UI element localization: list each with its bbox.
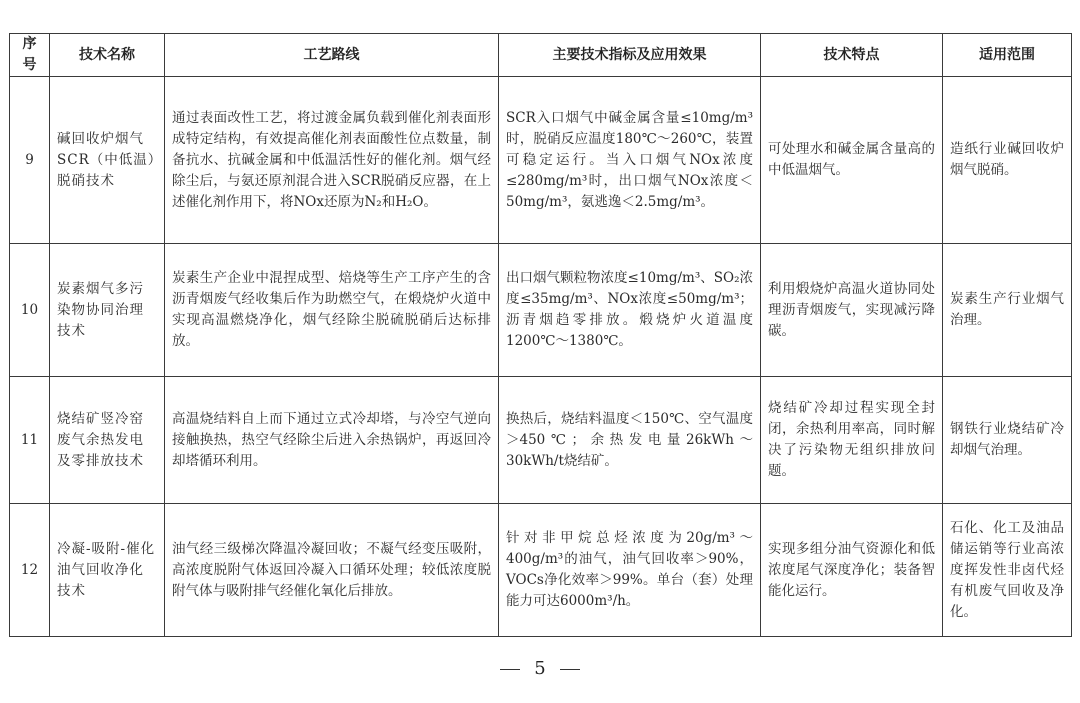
tech-name: 冷凝-吸附-催化油气回收净化技术	[50, 504, 165, 637]
indicators: 换热后，烧结料温度＜150℃、空气温度＞450℃；余热发电量26kWh～30kWh/t烧结矿。	[499, 377, 761, 504]
header-scope: 适用范围	[943, 34, 1072, 77]
scope: 钢铁行业烧结矿冷却烟气治理。	[943, 377, 1072, 504]
row-number: 11	[10, 377, 50, 504]
dash-left	[500, 669, 520, 670]
features: 可处理水和碱金属含量高的中低温烟气。	[761, 77, 943, 244]
indicators: 针对非甲烷总烃浓度为20g/m³～400g/m³的油气，油气回收率＞90%，VOCs净化效率＞99%。单台（套）处理能力可达6000m³/h。	[499, 504, 761, 637]
row-number: 9	[10, 77, 50, 244]
header-tech-name: 技术名称	[50, 34, 165, 77]
scope: 石化、化工及油品储运销等行业高浓度挥发性非卤代烃有机废气回收及净化。	[943, 504, 1072, 637]
scope: 炭素生产行业烟气治理。	[943, 244, 1072, 377]
process-route: 通过表面改性工艺，将过渡金属负载到催化剂表面形成特定结构，有效提高催化剂表面酸性位点数量，制备抗水、抗碱金属和中低温活性好的催化剂。烟气经除尘后，与氨还原剂混合进入SCR脱硝反应器，在上述催化剂作用下，将NOx还原为N₂和H₂O。	[165, 77, 499, 244]
page-number: 5	[534, 658, 546, 679]
table-row	[10, 377, 1072, 504]
process-route: 油气经三级梯次降温冷凝回收；不凝气经变压吸附，高浓度脱附气体返回冷凝入口循环处理；较低浓度脱附气体与吸附排气经催化氧化后排放。	[165, 504, 499, 637]
row-number: 12	[10, 504, 50, 637]
table-row	[10, 244, 1072, 377]
header-seq: 序号	[10, 34, 50, 77]
header-indicators: 主要技术指标及应用效果	[499, 34, 761, 77]
features: 利用煅烧炉高温火道协同处理沥青烟废气，实现减污降碳。	[761, 244, 943, 377]
features: 实现多组分油气资源化和低浓度尾气深度净化；装备智能化运行。	[761, 504, 943, 637]
table-row	[10, 77, 1072, 244]
indicators: SCR入口烟气中碱金属含量≤10mg/m³时，脱硝反应温度180℃～260℃，装置可稳定运行。当入口烟气NOx浓度≤280mg/m³时，出口烟气NOx浓度＜50mg/m³，氨逃逸＜2.5mg/m³。	[499, 77, 761, 244]
dash-right	[560, 669, 580, 670]
process-route: 炭素生产企业中混捏成型、焙烧等生产工序产生的含沥青烟废气经收集后作为助燃空气，在煅烧炉火道中实现高温燃烧净化，烟气经除尘脱硫脱硝后达标排放。	[165, 244, 499, 377]
header-process: 工艺路线	[165, 34, 499, 77]
page-footer	[0, 658, 1080, 679]
tech-name: 炭素烟气多污染物协同治理技术	[50, 244, 165, 377]
process-route: 高温烧结料自上而下通过立式冷却塔，与冷空气逆向接触换热，热空气经除尘后进入余热锅炉，再返回冷却塔循环利用。	[165, 377, 499, 504]
features: 烧结矿冷却过程实现全封闭，余热利用率高，同时解决了污染物无组织排放问题。	[761, 377, 943, 504]
row-number: 10	[10, 244, 50, 377]
technology-table	[9, 33, 1072, 637]
table-header-row	[10, 34, 1072, 77]
tech-name: 碱回收炉烟气SCR（中低温）脱硝技术	[50, 77, 165, 244]
header-features: 技术特点	[761, 34, 943, 77]
indicators: 出口烟气颗粒物浓度≤10mg/m³、SO₂浓度≤35mg/m³、NOx浓度≤50mg/m³；沥青烟趋零排放。煅烧炉火道温度1200℃～1380℃。	[499, 244, 761, 377]
scope: 造纸行业碱回收炉烟气脱硝。	[943, 77, 1072, 244]
tech-name: 烧结矿竖冷窑废气余热发电及零排放技术	[50, 377, 165, 504]
table-row	[10, 504, 1072, 637]
